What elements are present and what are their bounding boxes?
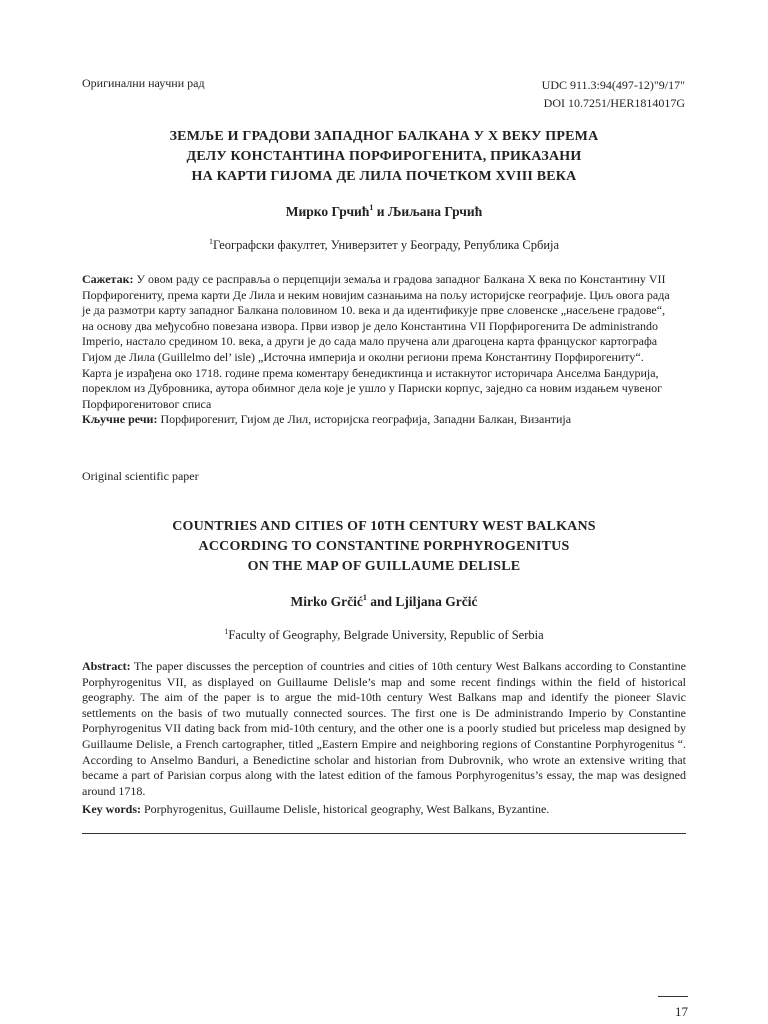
serbian-authors [82,204,686,220]
serbian-title-line: ДЕЛУ КОНСТАНТИНА ПОРФИРОГЕНИТА, ПРИКАЗАНИ [186,149,582,164]
serbian-keywords [82,412,686,428]
footer-rule [658,996,688,997]
abstract-label: Abstract: [82,659,131,673]
english-keywords [82,802,686,817]
affiliation-text: Faculty of Geography, Belgrade University, Republic of Serbia [228,628,544,642]
abstract-line: на основу два међусобно повезана извора. Први извор је дело Константина VII Порфирогенита De administrando [82,318,659,333]
author-2: Ljiljana Grčić [395,594,478,609]
english-affiliation [82,628,686,643]
abstract-label: Сажетак: [82,272,134,286]
english-title-line: ACCORDING TO CONSTANTINE PORPHYROGENITUS [198,539,570,554]
affiliation-marker: 1 [362,593,367,602]
author-separator: and [366,594,396,609]
abstract-line: Imperio, настало средином 10. века, а други је до сада мало пручена али драгоцена карта француског картографа [82,334,658,349]
udc-code: UDC 911.3:94(497-12)"9/17" [541,78,685,92]
keywords-text: Порфирогенит, Гијом де Лил, историјска географија, Западни Балкан, Византија [157,412,572,427]
serbian-title [82,127,686,187]
serbian-abstract [82,272,686,428]
doi: DOI 10.7251/HER1814017G [543,96,685,110]
serbian-affiliation [82,238,686,253]
section-divider [82,833,686,834]
abstract-line: Порфирогенитовог списа [82,396,212,411]
paper-type-english: Original scientific paper [82,469,199,483]
abstract-line: пореклом из Дубровника, аутора обимног дела које је ушло у Париски корпус, заједно са новим издањем чувеног [82,381,663,396]
affiliation-text: Географски факултет, Универзитет у Београду, Република Србија [212,238,560,252]
affiliation-marker: 1 [369,203,374,212]
page-number: 17 [675,1004,688,1019]
author-1: Мирко Грчић [285,204,370,219]
abstract-line: Карта је израђена око 1718. године према коментару бенедиктинца и истакнутог историчара Анселма Бандурија, [82,365,659,380]
abstract-line: Гијом де Лила (Guillelmo del’ isle) „Источна империја и околни региони према Константину Порфирогениту“. [82,349,644,364]
serbian-title-line: ЗЕМЉЕ И ГРАДОВИ ЗАПАДНОГ БАЛКАНА У Х ВЕКУ ПРЕМА [169,129,599,144]
english-title-line: COUNTRIES AND CITIES OF 10TH CENTURY WEST BALKANS [172,519,596,534]
affiliation-marker: 1 [224,627,229,636]
author-1: Mirko Grčić [290,594,363,609]
keywords-text: Porphyrogenitus, Guillaume Delisle, historical geography, West Balkans, Byzantine. [141,802,550,816]
english-abstract [82,659,686,799]
header-identifiers [542,76,685,112]
english-authors [82,594,686,610]
paper-type-serbian: Оригинални научни рад [82,76,205,90]
keywords-label: Key words: [82,802,141,816]
author-separator: и [373,204,388,219]
english-title-line: ON THE MAP OF GUILLAUME DELISLE [247,559,521,574]
affiliation-marker: 1 [208,237,213,246]
author-2: Љиљана Грчић [387,204,483,219]
abstract-line: је да размотри карту западног Балкана половином 10. века и да идентификује прве словенске „насељене градове“, [82,303,666,318]
abstract-line: Сажетак: У овом раду се расправља о перцепцији земаља и градова западног Балкана X века по Константину VII [82,272,666,286]
english-title [82,517,686,577]
abstract-line: Порфирогениту, према карти Де Лила и неким новијим сазнањима на пољу историјске географије. Циљ овога рада [82,287,670,302]
keywords-label: Кључне речи: [82,412,158,427]
serbian-title-line: НА КАРТИ ГИЈОМА ДЕ ЛИЛА ПОЧЕТКОМ XVIII ВЕКА [191,169,577,184]
abstract-text: The paper discusses the perception of countries and cities of 10th century West Balkans according to Constantine Porphyrogenitus VII, as displayed on Guillaume Delisle’s map and some recent findings within the field of historical geography. The aim of the paper is to argue the mid-10th century West Balkans map and identify the pioneer Slavic settlements on the basis of two mutually connected sources. The first one is De administrando Imperio by Constantine Porphyrogenitus VII dating back from mid-10th century, and the other one is a poorly studied but priceless map designed by Guillaume Delisle, a French cartographer, titled „Eastern Empire and neighboring regions of Constantine Porphyrogenitus “. According to Anselmo Banduri, a Benedictine scholar and historian from Dubrovnik, who wrote an extensive writing that became a part of Parisian corpus along with the latest edition of the famous Porphyrogenitus’s essay, the map was designed around 1718. [82,659,686,798]
